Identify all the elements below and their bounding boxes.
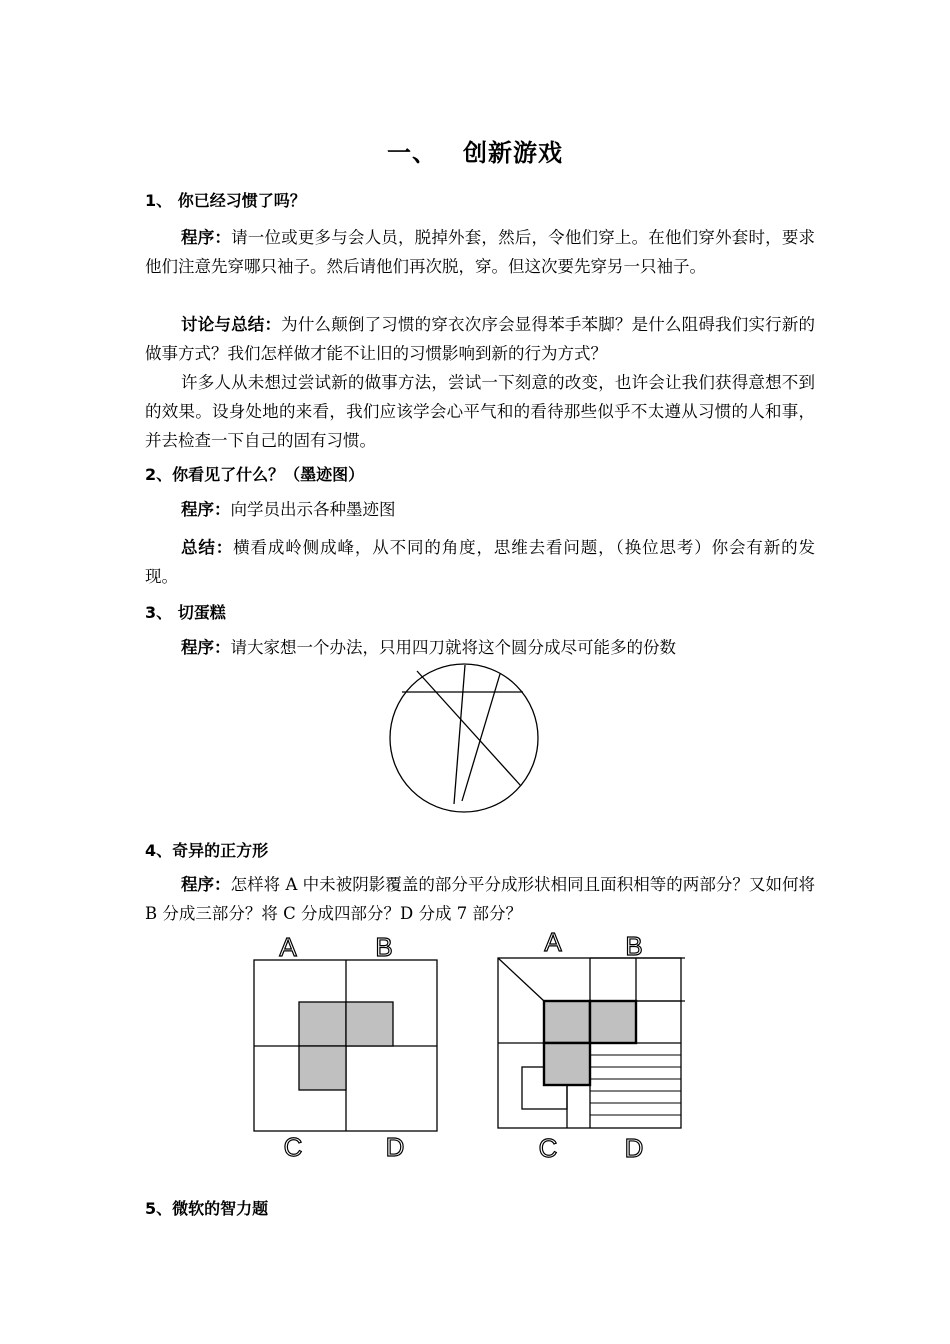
square-figure-left [245,930,445,1165]
label-c: C [538,1133,558,1163]
shaded-cell [299,1046,346,1090]
square-figure-right [490,925,700,1165]
shaded-cell [299,1002,346,1046]
shaded-cell [346,1002,393,1046]
section-4-heading: 4、奇异的正方形 [145,841,269,860]
label-d: D [385,1132,405,1162]
section-1-discussion: 讨论与总结：为什么颠倒了习惯的穿衣次序会显得苯手苯脚？是什么阻碍我们实行新的做事方式？我们怎样做才能不让旧的习惯影响到新的行为方式？ [145,315,816,363]
section-1-heading: 1、 你已经习惯了吗？ [145,191,306,210]
shaded-cell [544,1043,590,1085]
section-2-procedure: 程序：向学员出示各种墨迹图 [181,500,396,519]
cut-line-3 [454,665,465,804]
cake-circle [390,664,538,812]
label-c: C [283,1132,303,1162]
section-4-procedure: 程序：怎样将 A 中未被阴影覆盖的部分平分成形状相同且面积相等的两部分？又如何将 B 分成三部分？将 C 分成四部分？D 分成 7 部分？ [145,875,816,923]
section-1-procedure: 程序：请一位或更多与会人员，脱掉外套，然后，令他们穿上。在他们穿外套时，要求他们注意先穿哪只袖子。然后请他们再次脱，穿。但这次要先穿另一只袖子。 [145,228,816,276]
cut-line-4 [462,674,500,801]
section-5-heading: 5、微软的智力题 [145,1199,269,1218]
section-2-heading: 2、你看见了什么？（墨迹图） [145,465,365,484]
page-title: 一、 创新游戏 [387,139,563,167]
shaded-cell [544,1001,590,1043]
label-b: B [625,931,643,961]
cake-circle-figure [380,662,550,812]
cut-line-2 [417,671,521,786]
shaded-cell [590,1001,636,1043]
section-3-procedure: 程序：请大家想一个办法，只用四刀就将这个圆分成尽可能多的份数 [181,638,676,657]
section-2-summary: 总结：横看成岭侧成峰，从不同的角度，思维去看问题，（换位思考）你会有新的发现。 [145,538,816,586]
section-3-heading: 3、 切蛋糕 [145,603,226,622]
label-a: A [279,932,297,962]
label-d: D [624,1133,644,1163]
label-b: B [375,932,393,962]
label-a: A [544,927,562,957]
d-hatch-lines [590,1055,681,1115]
section-1-paragraph: 许多人从未想过尝试新的做事方法，尝试一下刻意的改变，也许会让我们获得意想不到的效果。设身处地的来看，我们应该学会心平气和的看待那些似乎不太遵从习惯的人和事，并去检查一下自己的固有习惯。 [145,373,815,450]
diagonal-line [498,958,544,1001]
